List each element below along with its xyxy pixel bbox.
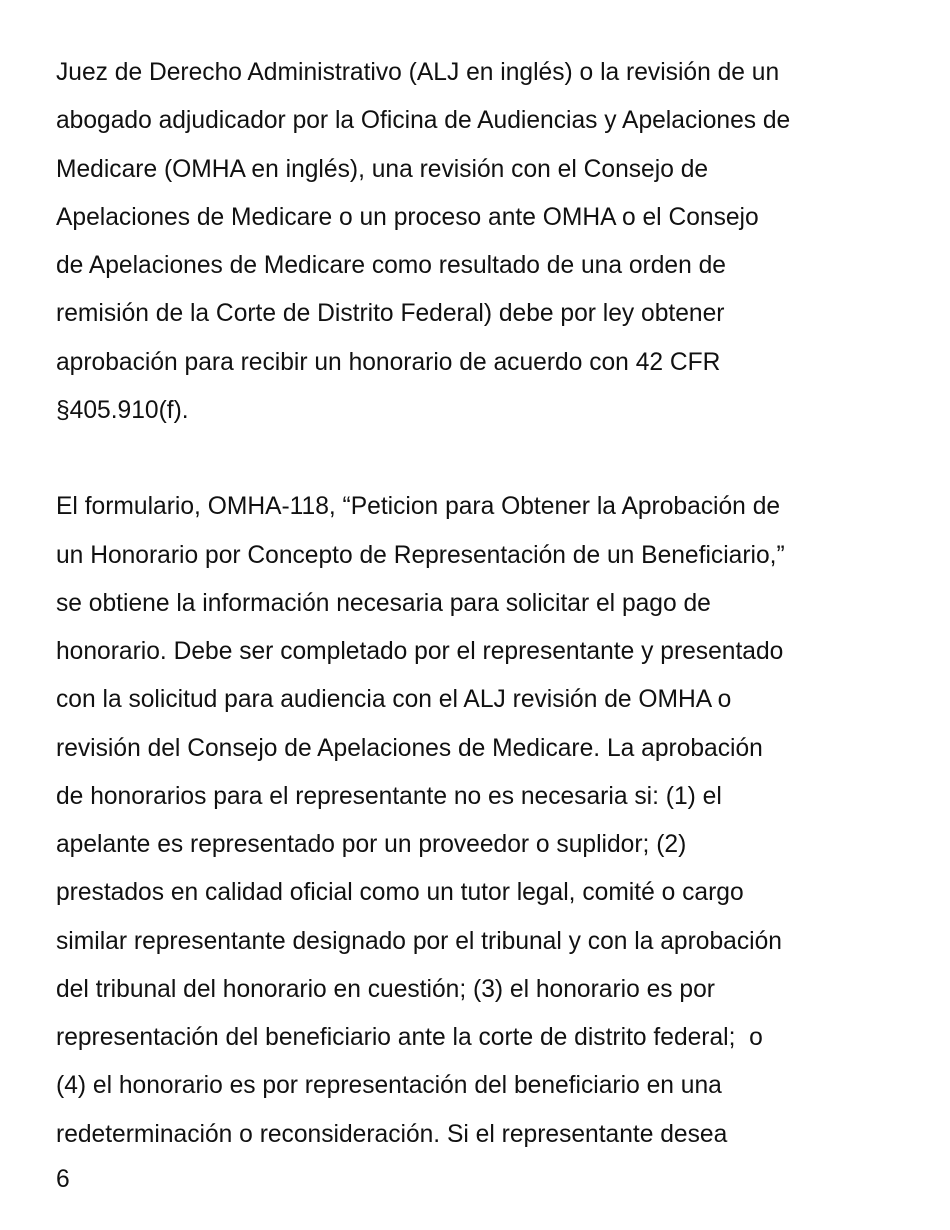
text-line: El formulario, OMHA-118, “Peticion para Obtener la Aprobación de [56, 493, 781, 521]
text-line: revisión del Consejo de Apelaciones de Medicare. La aprobación [56, 734, 763, 762]
text-line: un Honorario por Concepto de Representación de un Beneficiario,” [56, 541, 785, 569]
text-line: Medicare (OMHA en inglés), una revisión con el Consejo de [56, 155, 709, 183]
text-line: prestados en calidad oficial como un tutor legal, comité o cargo [56, 879, 744, 907]
document-page [56, 49, 936, 1159]
text-line: Apelaciones de Medicare o un proceso ante OMHA o el Consejo [56, 203, 759, 231]
text-line: de honorarios para el representante no es necesaria si: (1) el [56, 782, 722, 810]
paragraph-gap [56, 435, 936, 483]
text-line: honorario. Debe ser completado por el representante y presentado [56, 638, 784, 665]
text-line: §405.910(f). [56, 396, 189, 424]
text-line: del tribunal del honorario en cuestión; (3) el honorario es por [56, 975, 715, 1003]
text-line: con la solicitud para audiencia con el ALJ revisión de OMHA o [56, 686, 732, 714]
text-line: similar representante designado por el tribunal y con la aprobación [56, 927, 782, 955]
text-line: se obtiene la información necesaria para solicitar el pago de [56, 589, 711, 617]
text-line: redeterminación o reconsideración. Si el representante desea [56, 1120, 728, 1148]
text-line: remisión de la Corte de Distrito Federal) debe por ley obtener [56, 300, 725, 328]
text-line: abogado adjudicador por la Oficina de Audiencias y Apelaciones de [56, 107, 791, 135]
text-line: Juez de Derecho Administrativo (ALJ en inglés) o la revisión de un [56, 59, 780, 86]
text-line: (4) el honorario es por representación del beneficiario en una [56, 1072, 722, 1100]
paragraph-1 [56, 49, 936, 435]
paragraph-2 [56, 483, 936, 1159]
text-line: aprobación para recibir un honorario de acuerdo con 42 CFR [56, 348, 721, 376]
page-number: 6 [56, 1166, 70, 1193]
text-line: representación del beneficiario ante la corte de distrito federal; o [56, 1024, 763, 1051]
text-line: de Apelaciones de Medicare como resultado de una orden de [56, 252, 726, 279]
text-line: apelante es representado por un proveedor o suplidor; (2) [56, 831, 687, 858]
